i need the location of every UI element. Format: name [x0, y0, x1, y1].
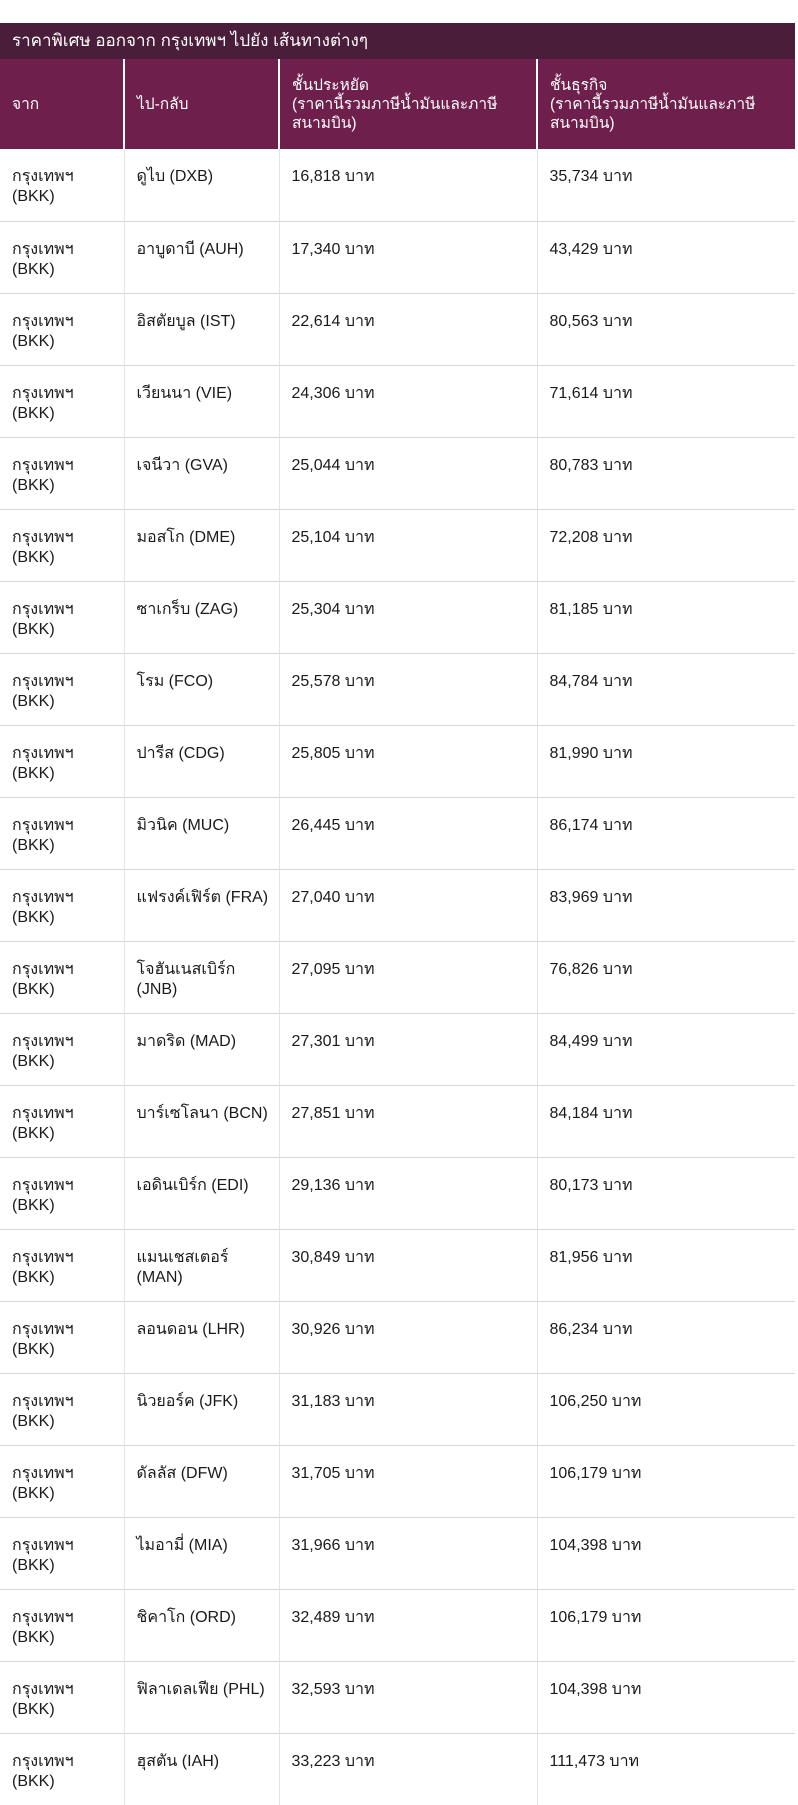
cell-destination: อิสตัยบูล (IST) — [124, 293, 279, 365]
cell-business-fare: 111,473 บาท — [537, 1733, 795, 1805]
table-row — [0, 1085, 795, 1157]
table-row — [0, 437, 795, 509]
header-row — [0, 59, 795, 149]
table-row — [0, 1589, 795, 1661]
cell-origin: กรุงเทพฯ (BKK) — [0, 653, 124, 725]
cell-economy-fare: 27,095 บาท — [279, 941, 537, 1013]
table-row — [0, 1733, 795, 1805]
cell-destination: ปารีส (CDG) — [124, 725, 279, 797]
cell-economy-fare: 16,818 บาท — [279, 149, 537, 221]
cell-business-fare: 81,185 บาท — [537, 581, 795, 653]
cell-economy-fare: 29,136 บาท — [279, 1157, 537, 1229]
cell-origin: กรุงเทพฯ (BKK) — [0, 941, 124, 1013]
cell-origin: กรุงเทพฯ (BKK) — [0, 509, 124, 581]
cell-origin: กรุงเทพฯ (BKK) — [0, 869, 124, 941]
table-row — [0, 581, 795, 653]
cell-origin: กรุงเทพฯ (BKK) — [0, 1661, 124, 1733]
cell-business-fare: 106,179 บาท — [537, 1445, 795, 1517]
fare-table — [0, 59, 795, 1805]
cell-economy-fare: 24,306 บาท — [279, 365, 537, 437]
cell-destination: ไมอามี่ (MIA) — [124, 1517, 279, 1589]
cell-economy-fare: 22,614 บาท — [279, 293, 537, 365]
cell-economy-fare: 27,301 บาท — [279, 1013, 537, 1085]
cell-business-fare: 106,179 บาท — [537, 1589, 795, 1661]
cell-destination: ซาเกร็บ (ZAG) — [124, 581, 279, 653]
cell-economy-fare: 30,849 บาท — [279, 1229, 537, 1301]
table-header — [0, 59, 795, 149]
header-from: จาก — [0, 59, 124, 149]
cell-origin: กรุงเทพฯ (BKK) — [0, 221, 124, 293]
cell-business-fare: 80,173 บาท — [537, 1157, 795, 1229]
cell-business-fare: 81,956 บาท — [537, 1229, 795, 1301]
cell-destination: เจนีวา (GVA) — [124, 437, 279, 509]
cell-origin: กรุงเทพฯ (BKK) — [0, 149, 124, 221]
table-row — [0, 1373, 795, 1445]
cell-destination: ฟิลาเดลเฟีย (PHL) — [124, 1661, 279, 1733]
cell-business-fare: 76,826 บาท — [537, 941, 795, 1013]
cell-origin: กรุงเทพฯ (BKK) — [0, 437, 124, 509]
cell-destination: แมนเชสเตอร์ (MAN) — [124, 1229, 279, 1301]
table-row — [0, 725, 795, 797]
cell-destination: มอสโก (DME) — [124, 509, 279, 581]
cell-economy-fare: 27,040 บาท — [279, 869, 537, 941]
cell-destination: เอดินเบิร์ก (EDI) — [124, 1157, 279, 1229]
fare-table-section — [0, 23, 795, 1805]
cell-economy-fare: 31,705 บาท — [279, 1445, 537, 1517]
table-row — [0, 509, 795, 581]
cell-origin: กรุงเทพฯ (BKK) — [12, 1752, 74, 1790]
table-row — [0, 1229, 795, 1301]
table-row — [0, 941, 795, 1013]
cell-economy-fare: 31,966 บาท — [279, 1517, 537, 1589]
table-row — [0, 1013, 795, 1085]
cell-origin: กรุงเทพฯ (BKK) — [0, 1229, 124, 1301]
cell-destination: โรม (FCO) — [124, 653, 279, 725]
table-row — [0, 149, 795, 221]
cell-business-fare: 84,499 บาท — [537, 1013, 795, 1085]
table-row — [0, 1517, 795, 1589]
table-row — [0, 797, 795, 869]
table-row — [0, 1157, 795, 1229]
cell-destination: โจฮันเนสเบิร์ก (JNB) — [124, 941, 279, 1013]
cell-business-fare: 80,563 บาท — [537, 293, 795, 365]
cell-origin: กรุงเทพฯ (BKK) — [0, 1517, 124, 1589]
table-row — [0, 221, 795, 293]
table-body — [0, 149, 795, 1805]
cell-business-fare: 80,783 บาท — [537, 437, 795, 509]
cell-destination: ดูไบ (DXB) — [124, 149, 279, 221]
cell-business-fare: 81,990 บาท — [537, 725, 795, 797]
cell-destination: บาร์เซโลนา (BCN) — [124, 1085, 279, 1157]
cell-destination: อาบูดาบี (AUH) — [124, 221, 279, 293]
cell-destination: มิวนิค (MUC) — [124, 797, 279, 869]
cell-business-fare: 71,614 บาท — [537, 365, 795, 437]
cell-business-fare: 106,250 บาท — [537, 1373, 795, 1445]
cell-economy-fare: 32,489 บาท — [279, 1589, 537, 1661]
cell-origin: กรุงเทพฯ (BKK) — [0, 1373, 124, 1445]
header-destination: ไป-กลับ — [124, 59, 279, 149]
cell-economy-fare: 27,851 บาท — [279, 1085, 537, 1157]
cell-business-fare: 104,398 บาท — [537, 1517, 795, 1589]
cell-economy-fare: 25,805 บาท — [279, 725, 537, 797]
table-row — [0, 365, 795, 437]
header-economy: ชั้นประหยัด (ราคานี้รวมภาษีน้ำมันและภาษีสนามบิน) — [279, 59, 537, 149]
cell-origin: กรุงเทพฯ (BKK) — [0, 1301, 124, 1373]
cell-economy-fare: 25,578 บาท — [279, 653, 537, 725]
cell-destination: ลอนดอน (LHR) — [124, 1301, 279, 1373]
cell-origin: กรุงเทพฯ (BKK) — [0, 365, 124, 437]
header-business: ชั้นธุรกิจ (ราคานี้รวมภาษีน้ำมันและภาษีสนามบิน) — [537, 59, 795, 149]
table-row — [0, 1445, 795, 1517]
cell-destination: นิวยอร์ค (JFK) — [124, 1373, 279, 1445]
cell-business-fare: 72,208 บาท — [537, 509, 795, 581]
cell-economy-fare: 33,223 บาท — [279, 1733, 537, 1805]
cell-origin: กรุงเทพฯ (BKK) — [0, 1157, 124, 1229]
cell-business-fare: 84,184 บาท — [537, 1085, 795, 1157]
cell-destination: มาดริด (MAD) — [124, 1013, 279, 1085]
cell-destination: ชิคาโก (ORD) — [124, 1589, 279, 1661]
table-caption: ราคาพิเศษ ออกจาก กรุงเทพฯ ไปยัง เส้นทางต่างๆ — [0, 23, 795, 59]
cell-business-fare: 35,734 บาท — [537, 149, 795, 221]
cell-economy-fare: 30,926 บาท — [279, 1301, 537, 1373]
cell-economy-fare: 17,340 บาท — [279, 221, 537, 293]
cell-origin: กรุงเทพฯ (BKK) — [0, 1085, 124, 1157]
cell-origin: กรุงเทพฯ (BKK) — [0, 581, 124, 653]
cell-business-fare: 83,969 บาท — [537, 869, 795, 941]
cell-origin: กรุงเทพฯ (BKK) — [0, 293, 124, 365]
cell-origin: กรุงเทพฯ (BKK) — [0, 1589, 124, 1661]
cell-economy-fare: 31,183 บาท — [279, 1373, 537, 1445]
cell-business-fare: 86,234 บาท — [537, 1301, 795, 1373]
table-row — [0, 869, 795, 941]
cell-business-fare: 43,429 บาท — [537, 221, 795, 293]
cell-business-fare: 104,398 บาท — [537, 1661, 795, 1733]
cell-origin: กรุงเทพฯ (BKK) — [0, 1013, 124, 1085]
table-row — [0, 1661, 795, 1733]
cell-destination: เวียนนา (VIE) — [124, 365, 279, 437]
cell-origin: กรุงเทพฯ (BKK) — [0, 797, 124, 869]
cell-destination: ดัลลัส (DFW) — [124, 1445, 279, 1517]
cell-economy-fare: 25,304 บาท — [279, 581, 537, 653]
cell-destination: แฟรงค์เฟิร์ต (FRA) — [124, 869, 279, 941]
cell-business-fare: 86,174 บาท — [537, 797, 795, 869]
cell-business-fare: 84,784 บาท — [537, 653, 795, 725]
cell-economy-fare: 32,593 บาท — [279, 1661, 537, 1733]
cell-origin: กรุงเทพฯ (BKK) — [0, 725, 124, 797]
cell-economy-fare: 25,104 บาท — [279, 509, 537, 581]
table-row — [0, 293, 795, 365]
cell-destination: ฮุสตัน (IAH) — [124, 1733, 279, 1805]
cell-origin: กรุงเทพฯ (BKK) — [0, 1445, 124, 1517]
table-row — [0, 653, 795, 725]
cell-economy-fare: 25,044 บาท — [279, 437, 537, 509]
table-row — [0, 1301, 795, 1373]
cell-economy-fare: 26,445 บาท — [279, 797, 537, 869]
